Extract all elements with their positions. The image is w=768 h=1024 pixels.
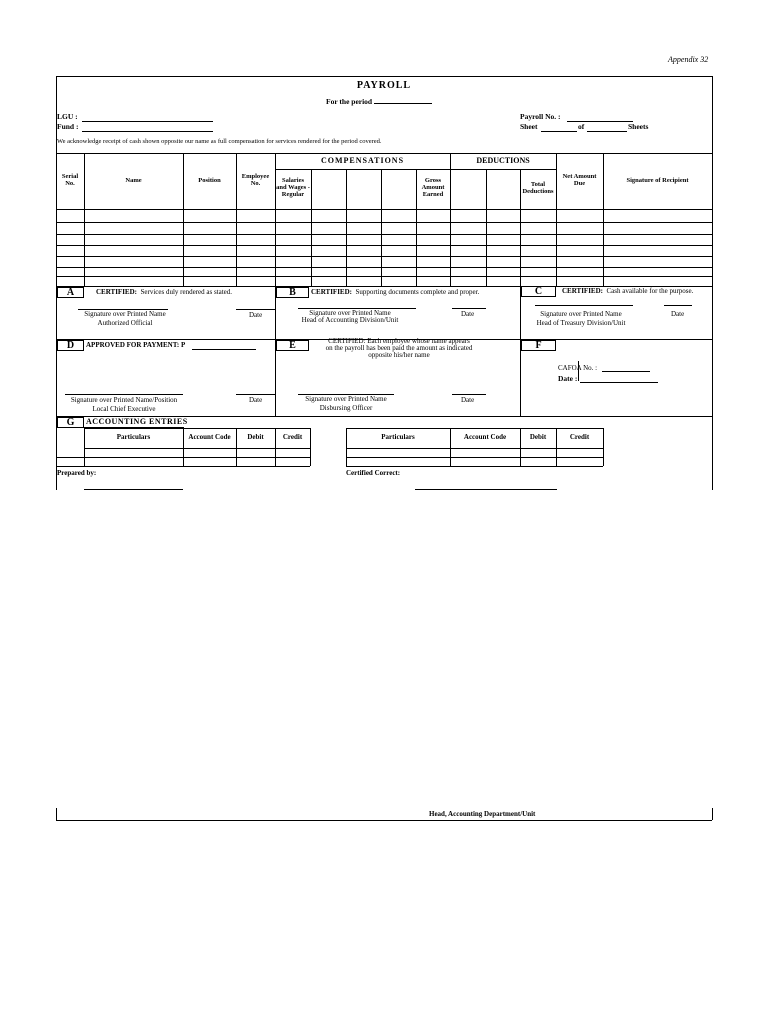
entries-left-debit: Debit xyxy=(247,433,264,441)
entries-left-col xyxy=(310,428,311,466)
entries-left-bottom xyxy=(56,466,310,467)
entries-left-account-code: Account Code xyxy=(188,433,231,441)
entries-right-particulars: Particulars xyxy=(381,433,415,441)
compensations-header: COMPENSATIONS xyxy=(320,156,405,165)
entries-right-header-bottom xyxy=(346,448,603,449)
col-line xyxy=(450,153,451,286)
box-c-sig-label: Signature over Printed Name Head of Treasury Division/Unit xyxy=(536,310,626,328)
frame-bottom xyxy=(56,820,712,821)
col-total-deductions: Total Deductions xyxy=(522,181,554,195)
box-a-sig-label: Signature over Printed Name Authorized Official xyxy=(84,310,166,328)
acknowledgement-text: We acknowledge receipt of cash shown opposite our name as full compensation for services rendered for the period covered. xyxy=(57,138,382,145)
sheets-field[interactable] xyxy=(587,131,627,132)
sheet-field[interactable] xyxy=(541,131,577,132)
cert-divider-2 xyxy=(520,286,521,416)
box-a-letter: A xyxy=(57,287,84,298)
box-f-date-label: Date : xyxy=(558,374,578,383)
box-e-sig-label: Signature over Printed Name Disbursing Officer xyxy=(305,395,387,413)
payroll-no-field[interactable] xyxy=(567,121,633,122)
box-f-letter: F xyxy=(521,340,556,351)
box-d-approved: APPROVED FOR PAYMENT: P xyxy=(86,341,186,349)
box-d-signature-line[interactable] xyxy=(65,394,183,395)
lgu-field[interactable] xyxy=(82,121,213,122)
col-line xyxy=(346,169,347,286)
box-c-date-label: Date xyxy=(671,310,685,318)
deductions-header: DEDUCTIONS xyxy=(476,156,530,165)
sheet-of-label: of xyxy=(578,122,585,131)
box-e-letter: E xyxy=(276,340,309,351)
box-b-date-label: Date xyxy=(461,310,475,318)
box-a-date-line[interactable] xyxy=(236,309,276,310)
row-line-3 xyxy=(56,245,712,246)
form-title: PAYROLL xyxy=(356,80,412,91)
fund-field[interactable] xyxy=(82,131,213,132)
col-line xyxy=(84,153,85,286)
row-line-5 xyxy=(56,267,712,268)
frame-right-bottom xyxy=(712,808,713,820)
accounting-entries-title: ACCOUNTING ENTRIES xyxy=(86,417,188,426)
head-accounting-label: Head, Accounting Department/Unit xyxy=(429,810,536,818)
box-c-letter: C xyxy=(521,286,556,297)
box-d-date-line[interactable] xyxy=(236,394,276,395)
row-line-4 xyxy=(56,256,712,257)
entries-right-col xyxy=(603,428,604,466)
box-d-sig-label: Signature over Printed Name/Position Local Chief Executive xyxy=(70,396,178,414)
lgu-label: LGU : xyxy=(57,112,78,121)
box-b-date-line[interactable] xyxy=(452,308,486,309)
period-field[interactable] xyxy=(374,96,432,104)
box-e-date-line[interactable] xyxy=(452,394,486,395)
row-line-2 xyxy=(56,234,712,235)
certified-correct-line[interactable] xyxy=(415,489,557,490)
col-salaries: Salaries and Wages - Regular xyxy=(276,177,310,198)
frame-top xyxy=(56,76,712,77)
col-net-amount: Net Amount Due xyxy=(562,173,597,187)
col-signature: Signature of Recipient xyxy=(626,177,689,184)
box-c-cert: CERTIFIED: Cash available for the purpose. xyxy=(562,287,694,295)
box-g-letter: G xyxy=(57,417,84,428)
box-d-amount-field[interactable] xyxy=(192,349,256,350)
col-line xyxy=(183,153,184,286)
col-line xyxy=(311,169,312,286)
col-line xyxy=(275,153,276,286)
entries-right-row xyxy=(346,457,603,458)
col-gross: Gross Amount Earned xyxy=(421,177,445,198)
payroll-no-label: Payroll No. : xyxy=(520,112,561,121)
row-line-6 xyxy=(56,276,712,277)
cert-divider-1 xyxy=(275,286,276,416)
box-f-marker xyxy=(578,361,579,381)
box-d-date-label: Date xyxy=(249,396,263,404)
box-f-date-field[interactable] xyxy=(580,382,658,383)
entries-right-credit: Credit xyxy=(569,433,590,441)
box-a-cert: CERTIFIED: Services duly rendered as stated. xyxy=(96,288,233,296)
prepared-by-line[interactable] xyxy=(84,489,183,490)
col-line xyxy=(381,169,382,286)
row-line-1 xyxy=(56,222,712,223)
box-b-cert: CERTIFIED: Supporting documents complete and proper. xyxy=(311,288,480,296)
box-b-sig-label: Signature over Printed Name Head of Accounting Division/Unit xyxy=(301,309,399,325)
period-label: For the period xyxy=(326,97,373,106)
col-employee-no: Employee No. xyxy=(241,173,270,187)
entries-right-account-code: Account Code xyxy=(463,433,507,441)
col-line xyxy=(486,169,487,286)
entries-right-debit: Debit xyxy=(529,433,547,441)
entries-left-particulars: Particulars xyxy=(116,433,151,441)
entries-right-bottom xyxy=(346,466,603,467)
entries-right-top xyxy=(346,428,603,429)
col-line xyxy=(236,153,237,286)
sheet-label: Sheet xyxy=(520,122,538,131)
period-line xyxy=(326,96,432,106)
col-line xyxy=(556,153,557,286)
box-f-cafoa-label: CAFOA No. : xyxy=(558,364,598,372)
box-b-letter: B xyxy=(276,287,309,298)
box-d-letter: D xyxy=(57,340,84,351)
box-f-cafoa-field[interactable] xyxy=(602,371,650,372)
appendix-label: Appendix 32 xyxy=(668,55,709,64)
col-line xyxy=(603,153,604,286)
col-name: Name xyxy=(125,177,142,184)
header-bottom xyxy=(56,209,712,210)
col-position: Position xyxy=(198,177,221,184)
col-serial: Serial No. xyxy=(61,173,79,187)
box-e-cert: CERTIFIED: Each employee whose name appears on the payroll has been paid the amount as indicated opposite his/her name xyxy=(325,337,473,359)
entries-left-top xyxy=(84,428,310,429)
sheets-label: Sheets xyxy=(628,122,649,131)
table-top xyxy=(56,153,712,154)
fund-label: Fund : xyxy=(57,122,79,131)
certified-correct-label: Certified Correct: xyxy=(346,469,401,477)
entries-left-header-bottom xyxy=(84,448,310,449)
box-a-date-label: Date xyxy=(249,311,263,319)
entries-left-credit: Credit xyxy=(282,433,303,441)
frame-right xyxy=(712,76,713,490)
box-c-date-line[interactable] xyxy=(664,305,692,306)
box-e-date-label: Date xyxy=(461,396,475,404)
prepared-by-label: Prepared by: xyxy=(57,469,97,477)
frame-left-bottom xyxy=(56,808,57,820)
box-c-signature-line[interactable] xyxy=(535,305,633,306)
